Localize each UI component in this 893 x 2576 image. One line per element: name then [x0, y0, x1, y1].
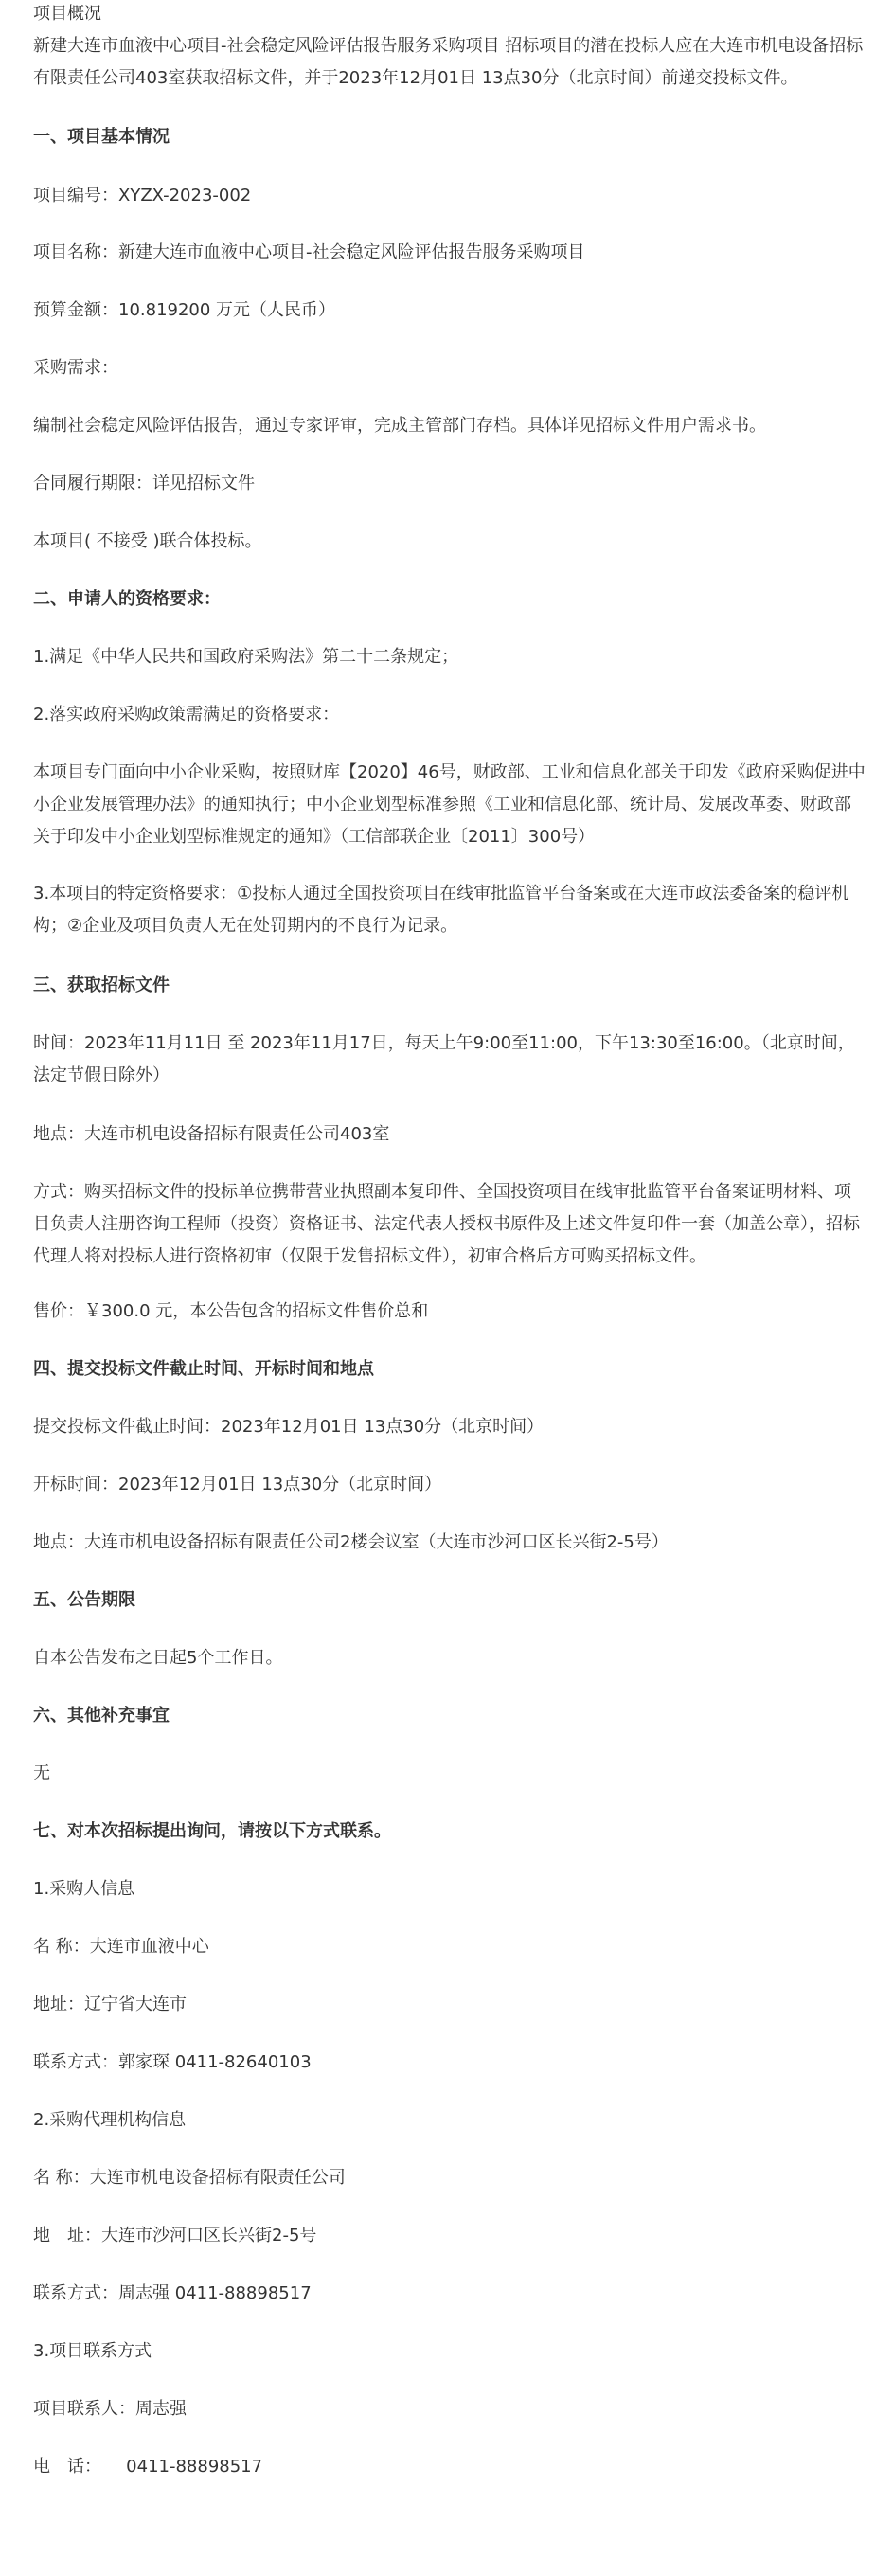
other-matters: 无: [33, 1763, 50, 1783]
section5-heading: 五、公告期限: [33, 1590, 135, 1610]
overview-text: 新建大连市血液中心项目-社会稳定风险评估报告服务采购项目 招标项目的潜在投标人应在大连市机电设备招标有限责任公司403室获取招标文件，并于2023年12月01日 13点30分（北京时间）前递交投标文件。: [33, 36, 864, 88]
qualification-item-3: 3.本项目的特定资格要求：①投标人通过全国投资项目在线审批监管平台备案或在大连市政法委备案的稳评机构；②企业及项目负责人无在处罚期内的不良行为记录。: [33, 884, 849, 936]
consortium-note: 本项目( 不接受 )联合体投标。: [33, 531, 262, 551]
section3-heading: 三、获取招标文件: [33, 975, 170, 995]
demand-text: 编制社会稳定风险评估报告，通过专家评审，完成主管部门存档。具体详见招标文件用户需求书。: [33, 416, 766, 436]
demand-label: 采购需求：: [33, 358, 118, 378]
project-contact-phone: 电 话： 0411-88898517: [33, 2457, 263, 2477]
project-contact-person: 项目联系人：周志强: [33, 2399, 187, 2419]
obtain-time: 时间：2023年11月11日 至 2023年11月17日，每天上午9:00至11:00，下午13:30至16:00。（北京时间，法定节假日除外）: [33, 1033, 855, 1085]
section1-heading: 一、项目基本情况: [33, 127, 170, 147]
submission-deadline: 提交投标文件截止时间：2023年12月01日 13点30分（北京时间）: [33, 1417, 545, 1437]
contract-period: 合同履行期限：详见招标文件: [33, 474, 255, 493]
agent-address: 地 址：大连市沙河口区长兴街2-5号: [33, 2226, 317, 2245]
agent-info-title: 2.采购代理机构信息: [33, 2110, 187, 2130]
qualification-item-1: 1.满足《中华人民共和国政府采购法》第二十二条规定；: [33, 647, 459, 667]
obtain-method: 方式：购买招标文件的投标单位携带营业执照副本复印件、全国投资项目在线审批监管平台备案证明材料、项目负责人注册咨询工程师（投资）资格证书、法定代表人授权书原件及上述文件复印件一套（加盖公章），招标代理人将对投标人进行资格初审（仅限于发售招标文件），初审合格后方可购买招标文件。: [33, 1182, 860, 1266]
document-price: 售价：￥300.0 元，本公告包含的招标文件售价总和: [33, 1301, 429, 1321]
budget-amount: 预算金额：10.819200 万元（人民币）: [33, 300, 336, 320]
obtain-place: 地点：大连市机电设备招标有限责任公司403室: [33, 1124, 390, 1144]
overview-title: 项目概况: [33, 4, 101, 24]
buyer-info-title: 1.采购人信息: [33, 1879, 135, 1899]
opening-place: 地点：大连市机电设备招标有限责任公司2楼会议室（大连市沙河口区长兴街2-5号）: [33, 1532, 669, 1552]
notice-period: 自本公告发布之日起5个工作日。: [33, 1648, 283, 1668]
qualification-item-2-text: 本项目专门面向中小企业采购，按照财库【2020】46号，财政部、工业和信息化部关于印发《政府采购促进中小企业发展管理办法》的通知执行；中小企业划型标准参照《工业和信息化部、统计局、发展改革委、财政部关于印发中小企业划型标准规定的通知》（工信部联企业〔2011〕300号）: [33, 762, 866, 847]
project-contact-title: 3.项目联系方式: [33, 2341, 152, 2361]
agent-contact: 联系方式：周志强 0411-88898517: [33, 2283, 312, 2303]
buyer-address: 地址：辽宁省大连市: [33, 1995, 187, 2014]
buyer-contact: 联系方式：郭家琛 0411-82640103: [33, 2052, 312, 2072]
section6-heading: 六、其他补充事宜: [33, 1706, 170, 1726]
section7-heading: 七、对本次招标提出询问，请按以下方式联系。: [33, 1821, 391, 1841]
project-number: 项目编号：XYZX-2023-002: [33, 186, 252, 206]
opening-time: 开标时间：2023年12月01日 13点30分（北京时间）: [33, 1475, 442, 1494]
project-name: 项目名称：新建大连市血液中心项目-社会稳定风险评估报告服务采购项目: [33, 242, 585, 262]
qualification-item-2: 2.落实政府采购政策需满足的资格要求：: [33, 705, 340, 724]
section2-heading: 二、申请人的资格要求：: [33, 589, 221, 609]
section4-heading: 四、提交投标文件截止时间、开标时间和地点: [33, 1359, 374, 1379]
buyer-name: 名 称：大连市血液中心: [33, 1937, 209, 1957]
agent-name: 名 称：大连市机电设备招标有限责任公司: [33, 2168, 346, 2188]
